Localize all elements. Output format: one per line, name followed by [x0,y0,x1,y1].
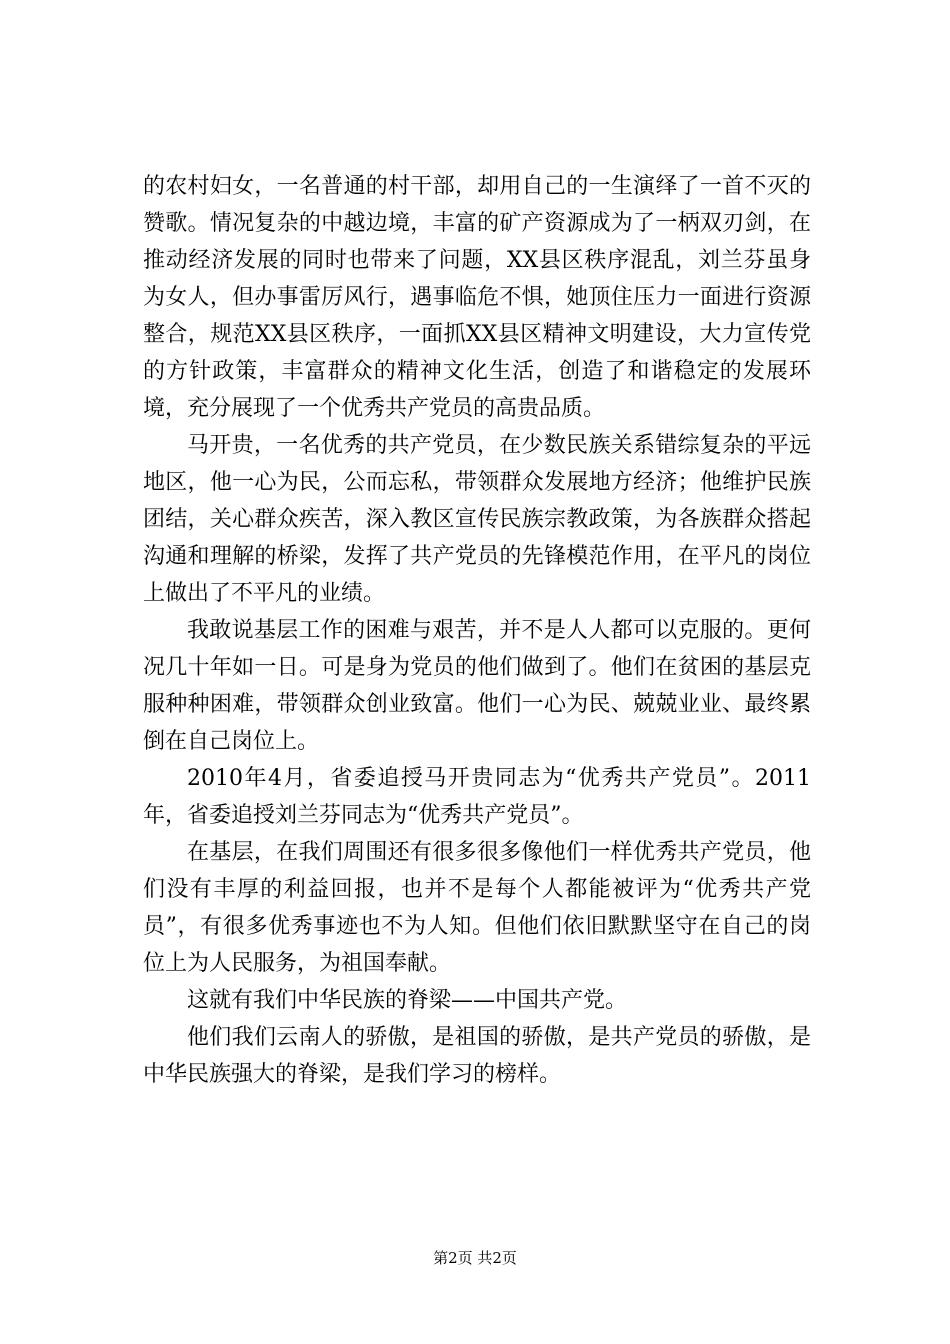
paragraph-more-members: 在基层，在我们周围还有很多很多像他们一样优秀共产党员，他们没有丰厚的利益回报，也并不是每个人都能被评为“优秀共产党员”，有很多优秀事迹也不为人知。但他们依旧默默坚守在自己的岗位上为人民服务，为祖国奉献。 [143,840,811,976]
document-body [143,168,811,1093]
paragraph-honors: 2010年4月，省委追授马开贵同志为“优秀共产党员”。2011年，省委追授刘兰芬同志为“优秀共产党员”。 [143,766,811,828]
paragraph-backbone: 这就有我们中华民族的脊梁——中国共产党。 [187,988,628,1013]
paragraph-pride: 他们我们云南人的骄傲，是祖国的骄傲，是共产党员的骄傲，是中华民族强大的脊梁，是我们学习的榜样。 [143,1025,811,1087]
page-number-footer: 第2页 共2页 [433,1249,517,1267]
paragraph-ma-kaigui: 马开贵，一名优秀的共产党员，在少数民族关系错综复杂的平远地区，他一心为民，公而忘私，带领群众发展地方经济；他维护民族团结，关心群众疾苦，深入教区宣传民族宗教政策，为各族群众搭起沟通和理解的桥梁，发挥了共产党员的先锋模范作用，在平凡的岗位上做出了不平凡的业绩。 [143,433,811,606]
paragraph-continuation: 的农村妇女，一名普通的村干部，却用自己的一生演绎了一首不灭的赞歌。情况复杂的中越边境，丰富的矿产资源成为了一柄双刃剑，在推动经济发展的同时也带来了问题，XX县区秩序混乱，刘兰芬虽身为女人，但办事雷厉风行，遇事临危不惧，她顶住压力一面进行资源整合，规范XX县区秩序，一面抓XX县区精神文明建设，大力宣传党的方针政策，丰富群众的精神文化生活，创造了和谐稳定的发展环境，充分展现了一个优秀共产党员的高贵品质。 [143,174,811,421]
paragraph-grassroots-work: 我敢说基层工作的困难与艰苦，并不是人人都可以克服的。更何况几十年如一日。可是身为党员的他们做到了。他们在贫困的基层克服种种困难，带领群众创业致富。他们一心为民、兢兢业业、最终累倒在自己岗位上。 [143,618,811,754]
